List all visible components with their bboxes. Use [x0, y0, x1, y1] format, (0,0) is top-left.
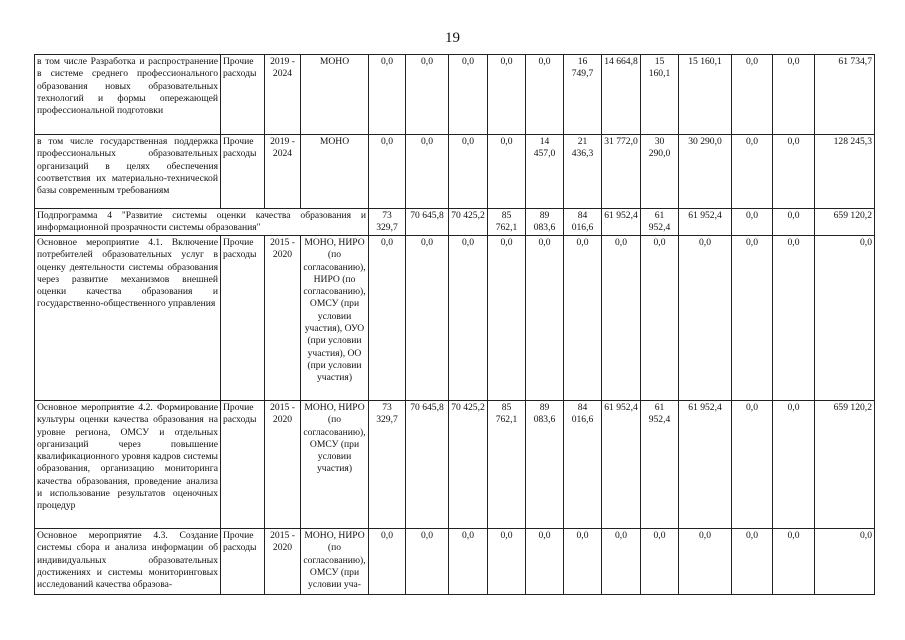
year-value: 61 952,4	[641, 209, 679, 236]
year-value: 0,0	[773, 529, 815, 595]
year-value: 0,0	[449, 529, 488, 595]
year-value: 84 016,6	[564, 209, 602, 236]
table-row	[35, 236, 875, 401]
year-value: 0,0	[773, 236, 815, 401]
year-value: 0,0	[564, 529, 602, 595]
year-value: 73 329,7	[369, 209, 406, 236]
year-value: 15 160,1	[641, 55, 679, 135]
year-value: 0,0	[732, 55, 773, 135]
expense-type: Прочие расходы	[221, 135, 265, 209]
year-value: 0,0	[773, 209, 815, 236]
table-row	[35, 529, 875, 595]
year-value: 14 457,0	[526, 135, 564, 209]
year-value: 0,0	[369, 135, 406, 209]
table-body	[35, 55, 875, 595]
year-value: 0,0	[369, 529, 406, 595]
budget-table	[34, 54, 875, 595]
year-value: 0,0	[773, 55, 815, 135]
year-value: 0,0	[449, 135, 488, 209]
year-value: 0,0	[732, 529, 773, 595]
year-value: 70 425,2	[449, 209, 488, 236]
year-value: 0,0	[488, 236, 526, 401]
executor: МОНО, НИРО (по согласованию), ОМСУ (при условии участия)	[301, 401, 369, 529]
year-value: 85 762,1	[488, 209, 526, 236]
measure-description: Основное мероприятие 4.2. Формирование культуры оценки качества образования на уровне региона, ОМСУ и отдельных организаций через повышение квалификационного уровня кадров системы образования, организацию мониторинга качества образования, проведение анализа и использование результатов оценочных процедур	[35, 401, 221, 529]
expense-type: Прочие расходы	[221, 401, 265, 529]
year-value: 0,0	[488, 529, 526, 595]
total-value: 128 245,3	[815, 135, 875, 209]
year-value: 84 016,6	[564, 401, 602, 529]
year-value: 30 290,0	[679, 135, 732, 209]
year-value: 15 160,1	[679, 55, 732, 135]
expense-type: Прочие расходы	[221, 529, 265, 595]
year-value: 0,0	[449, 236, 488, 401]
year-value: 0,0	[732, 209, 773, 236]
page-number: 19	[445, 30, 460, 46]
year-value: 0,0	[564, 236, 602, 401]
year-value: 0,0	[406, 236, 449, 401]
executor: МОНО	[301, 135, 369, 209]
year-value: 0,0	[369, 55, 406, 135]
year-value: 0,0	[602, 236, 641, 401]
measure-description: в том числе Разработка и распространение в системе среднего профессионального образования новых образовательных технологий и формы опережающей профессиональной подготовки	[35, 55, 221, 135]
table-row	[35, 55, 875, 135]
year-value: 0,0	[488, 55, 526, 135]
year-value: 70 645,8	[406, 401, 449, 529]
year-value: 0,0	[488, 135, 526, 209]
year-value: 61 952,4	[641, 401, 679, 529]
total-value: 659 120,2	[815, 209, 875, 236]
year-value: 0,0	[526, 236, 564, 401]
year-value: 0,0	[773, 135, 815, 209]
year-value: 0,0	[406, 55, 449, 135]
year-value: 0,0	[732, 401, 773, 529]
implementation-period: 2015 - 2020	[265, 529, 301, 595]
subprogram-row	[35, 209, 875, 236]
year-value: 0,0	[773, 401, 815, 529]
year-value: 0,0	[679, 529, 732, 595]
table-row	[35, 401, 875, 529]
executor: МОНО	[301, 55, 369, 135]
total-value: 659 120,2	[815, 401, 875, 529]
measure-description: Основное мероприятие 4.1. Включение потребителей образовательных услуг в оценку деятельности системы образования через развитие механизмов внешней оценки качества образования и государственно-общественного управления	[35, 236, 221, 401]
year-value: 30 290,0	[641, 135, 679, 209]
year-value: 0,0	[641, 529, 679, 595]
year-value: 61 952,4	[679, 209, 732, 236]
year-value: 0,0	[732, 236, 773, 401]
year-value: 73 329,7	[369, 401, 406, 529]
table-row	[35, 135, 875, 209]
year-value: 0,0	[641, 236, 679, 401]
executor: МОНО, НИРО (по согласованию), ОМСУ (при условии уча-	[301, 529, 369, 595]
total-value: 0,0	[815, 529, 875, 595]
implementation-period: 2019 - 2024	[265, 135, 301, 209]
year-value: 61 952,4	[602, 209, 641, 236]
year-value: 85 762,1	[488, 401, 526, 529]
year-value: 0,0	[406, 135, 449, 209]
measure-description: Основное мероприятие 4.3. Создание системы сбора и анализа информации об индивидуальных образовательных достижениях и системы мониторинговых исследований качества образова-	[35, 529, 221, 595]
subprogram-title: Подпрограмма 4 "Развитие системы оценки качества образования и информационной прозрачности системы образования"	[35, 209, 369, 236]
year-value: 0,0	[526, 529, 564, 595]
year-value: 0,0	[526, 55, 564, 135]
year-value: 21 436,3	[564, 135, 602, 209]
implementation-period: 2015 - 2020	[265, 401, 301, 529]
year-value: 61 952,4	[602, 401, 641, 529]
expense-type: Прочие расходы	[221, 55, 265, 135]
year-value: 14 664,8	[602, 55, 641, 135]
year-value: 89 083,6	[526, 209, 564, 236]
implementation-period: 2019 - 2024	[265, 55, 301, 135]
year-value: 61 952,4	[679, 401, 732, 529]
total-value: 61 734,7	[815, 55, 875, 135]
executor: МОНО, НИРО (по согласованию), НИРО (по согласованию), ОМСУ (при условии участия), ОУО (при условии участия), ОО (при условии участия)	[301, 236, 369, 401]
year-value: 0,0	[602, 529, 641, 595]
total-value: 0,0	[815, 236, 875, 401]
year-value: 70 645,8	[406, 209, 449, 236]
year-value: 31 772,0	[602, 135, 641, 209]
year-value: 0,0	[449, 55, 488, 135]
year-value: 0,0	[406, 529, 449, 595]
year-value: 0,0	[732, 135, 773, 209]
year-value: 0,0	[679, 236, 732, 401]
expense-type: Прочие расходы	[221, 236, 265, 401]
measure-description: в том числе государственная поддержка профессиональных образовательных организаций в целях обеспечения соответствия их материально-технической базы современным требованиям	[35, 135, 221, 209]
year-value: 89 083,6	[526, 401, 564, 529]
year-value: 70 425,2	[449, 401, 488, 529]
year-value: 0,0	[369, 236, 406, 401]
year-value: 16 749,7	[564, 55, 602, 135]
implementation-period: 2015 - 2020	[265, 236, 301, 401]
